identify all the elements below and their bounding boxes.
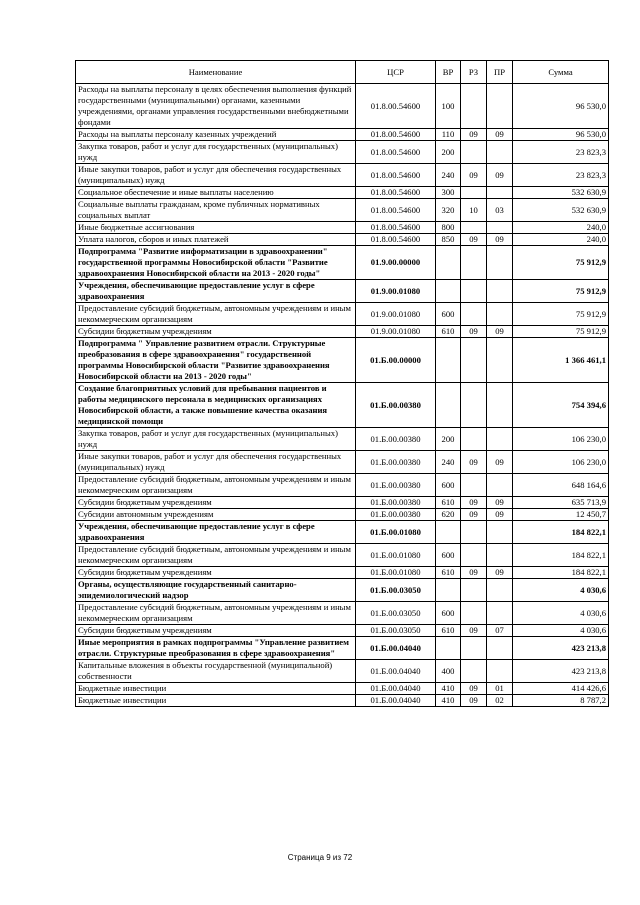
cell-rz	[461, 544, 487, 567]
cell-sum: 4 030,6	[513, 602, 609, 625]
cell-name: Субсидии бюджетным учреждениям	[76, 567, 356, 579]
cell-sum: 23 823,3	[513, 141, 609, 164]
cell-rz: 09	[461, 497, 487, 509]
cell-vr: 400	[436, 660, 461, 683]
cell-sum: 184 822,1	[513, 567, 609, 579]
cell-name: Бюджетные инвестиции	[76, 695, 356, 707]
cell-code: 01.Б.00.01080	[356, 567, 436, 579]
cell-sum: 12 450,7	[513, 509, 609, 521]
cell-vr: 320	[436, 199, 461, 222]
budget-table	[75, 60, 609, 707]
cell-rz: 09	[461, 234, 487, 246]
cell-pr	[487, 280, 513, 303]
cell-code: 01.8.00.54600	[356, 234, 436, 246]
cell-rz: 09	[461, 164, 487, 187]
cell-code: 01.8.00.54600	[356, 199, 436, 222]
cell-pr	[487, 544, 513, 567]
cell-vr	[436, 579, 461, 602]
table-row	[76, 521, 609, 544]
cell-pr	[487, 187, 513, 199]
cell-name: Предоставление субсидий бюджетным, автономным учреждениям и иным некоммерческим организациям	[76, 602, 356, 625]
page-number: Страница 9 из 72	[287, 853, 353, 862]
table-row	[76, 246, 609, 280]
table-row	[76, 637, 609, 660]
cell-pr	[487, 246, 513, 280]
cell-pr: 03	[487, 199, 513, 222]
cell-code: 01.8.00.54600	[356, 187, 436, 199]
cell-rz: 09	[461, 129, 487, 141]
cell-vr: 100	[436, 84, 461, 129]
cell-sum: 754 394,6	[513, 383, 609, 428]
cell-name: Иные бюджетные ассигнования	[76, 222, 356, 234]
cell-sum: 184 822,1	[513, 521, 609, 544]
table-row	[76, 383, 609, 428]
cell-pr	[487, 222, 513, 234]
cell-name: Иные мероприятия в рамках подпрограммы "Управление развитием отрасли. Структурные преобразования в сфере здравоохранения"	[76, 637, 356, 660]
cell-code: 01.Б.00.00000	[356, 338, 436, 383]
cell-code: 01.Б.00.03050	[356, 602, 436, 625]
cell-code: 01.8.00.54600	[356, 222, 436, 234]
cell-code: 01.9.00.01080	[356, 326, 436, 338]
cell-rz	[461, 141, 487, 164]
cell-rz: 10	[461, 199, 487, 222]
cell-sum: 8 787,2	[513, 695, 609, 707]
cell-name: Иные закупки товаров, работ и услуг для обеспечения государственных (муниципальных) нужд	[76, 451, 356, 474]
cell-pr: 09	[487, 164, 513, 187]
cell-vr	[436, 338, 461, 383]
column-header-rz: РЗ	[461, 61, 487, 84]
cell-sum: 414 426,6	[513, 683, 609, 695]
cell-pr	[487, 141, 513, 164]
cell-vr: 240	[436, 451, 461, 474]
cell-code: 01.Б.00.04040	[356, 637, 436, 660]
cell-name: Предоставление субсидий бюджетным, автономным учреждениям и иным некоммерческим организациям	[76, 303, 356, 326]
cell-code: 01.Б.00.04040	[356, 683, 436, 695]
cell-name: Подпрограмма " Управление развитием отрасли. Структурные преобразования в сфере здравоохранения" государственной программы Новосибирской области "Развитие здравоохранения Новосибирской области на 2013 - 2020 годы"	[76, 338, 356, 383]
column-header-vr: ВР	[436, 61, 461, 84]
cell-vr: 850	[436, 234, 461, 246]
cell-vr: 610	[436, 326, 461, 338]
cell-name: Создание благоприятных условий для пребывания пациентов и работы медицинского персонала в медицинских организациях Новосибирской области, а также повышение качества оказания медицинской помощи	[76, 383, 356, 428]
cell-pr: 09	[487, 234, 513, 246]
cell-pr: 09	[487, 326, 513, 338]
column-header-sum: Сумма	[513, 61, 609, 84]
cell-vr	[436, 383, 461, 428]
cell-pr	[487, 474, 513, 497]
cell-rz	[461, 84, 487, 129]
cell-pr	[487, 303, 513, 326]
column-header-pr: ПР	[487, 61, 513, 84]
table-row	[76, 164, 609, 187]
table-row	[76, 338, 609, 383]
cell-sum: 635 713,9	[513, 497, 609, 509]
table-row	[76, 141, 609, 164]
cell-sum: 4 030,6	[513, 579, 609, 602]
cell-rz: 09	[461, 451, 487, 474]
cell-pr	[487, 338, 513, 383]
cell-rz	[461, 602, 487, 625]
table-row	[76, 567, 609, 579]
cell-sum: 240,0	[513, 234, 609, 246]
cell-vr: 600	[436, 303, 461, 326]
cell-code: 01.8.00.54600	[356, 164, 436, 187]
cell-rz	[461, 637, 487, 660]
cell-name: Социальное обеспечение и иные выплаты населению	[76, 187, 356, 199]
cell-rz	[461, 579, 487, 602]
cell-pr: 02	[487, 695, 513, 707]
cell-rz	[461, 521, 487, 544]
cell-code: 01.9.00.01080	[356, 280, 436, 303]
cell-vr: 610	[436, 625, 461, 637]
cell-code: 01.Б.00.00380	[356, 509, 436, 521]
cell-sum: 532 630,9	[513, 187, 609, 199]
cell-sum: 532 630,9	[513, 199, 609, 222]
cell-sum: 4 030,6	[513, 625, 609, 637]
table-row	[76, 602, 609, 625]
column-header-code: ЦСР	[356, 61, 436, 84]
column-header-name: Наименование	[76, 61, 356, 84]
cell-code: 01.Б.00.01080	[356, 521, 436, 544]
cell-code: 01.Б.00.00380	[356, 383, 436, 428]
cell-pr: 07	[487, 625, 513, 637]
cell-name: Предоставление субсидий бюджетным, автономным учреждениям и иным некоммерческим организациям	[76, 544, 356, 567]
cell-name: Бюджетные инвестиции	[76, 683, 356, 695]
cell-code: 01.8.00.54600	[356, 84, 436, 129]
cell-code: 01.Б.00.00380	[356, 428, 436, 451]
cell-vr	[436, 246, 461, 280]
cell-sum: 423 213,8	[513, 660, 609, 683]
table-row	[76, 660, 609, 683]
cell-vr: 110	[436, 129, 461, 141]
table-row	[76, 544, 609, 567]
table-row	[76, 280, 609, 303]
cell-vr: 600	[436, 474, 461, 497]
table-body	[76, 84, 609, 707]
cell-sum: 1 366 461,1	[513, 338, 609, 383]
cell-pr: 09	[487, 129, 513, 141]
cell-name: Капитальные вложения в объекты государственной (муниципальной) собственности	[76, 660, 356, 683]
cell-name: Субсидии бюджетным учреждениям	[76, 497, 356, 509]
cell-rz	[461, 338, 487, 383]
cell-pr	[487, 521, 513, 544]
cell-vr	[436, 637, 461, 660]
cell-code: 01.Б.00.04040	[356, 660, 436, 683]
table-row	[76, 234, 609, 246]
table-row	[76, 84, 609, 129]
cell-code: 01.Б.00.03050	[356, 625, 436, 637]
cell-vr: 800	[436, 222, 461, 234]
cell-vr: 610	[436, 567, 461, 579]
cell-sum: 75 912,9	[513, 246, 609, 280]
table-row	[76, 199, 609, 222]
cell-sum: 184 822,1	[513, 544, 609, 567]
cell-sum: 240,0	[513, 222, 609, 234]
cell-sum: 106 230,0	[513, 428, 609, 451]
cell-rz	[461, 280, 487, 303]
cell-rz: 09	[461, 625, 487, 637]
cell-code: 01.8.00.54600	[356, 129, 436, 141]
table-row	[76, 326, 609, 338]
cell-sum: 75 912,9	[513, 280, 609, 303]
cell-code: 01.8.00.54600	[356, 141, 436, 164]
cell-rz	[461, 187, 487, 199]
cell-name: Уплата налогов, сборов и иных платежей	[76, 234, 356, 246]
cell-vr: 600	[436, 602, 461, 625]
table-row	[76, 303, 609, 326]
cell-pr	[487, 579, 513, 602]
table-row	[76, 509, 609, 521]
cell-rz	[461, 383, 487, 428]
cell-pr	[487, 84, 513, 129]
cell-name: Расходы на выплаты персоналу казенных учреждений	[76, 129, 356, 141]
cell-vr: 200	[436, 428, 461, 451]
cell-rz	[461, 303, 487, 326]
cell-code: 01.Б.00.00380	[356, 474, 436, 497]
table-row	[76, 451, 609, 474]
cell-vr: 610	[436, 497, 461, 509]
cell-pr	[487, 602, 513, 625]
cell-pr: 09	[487, 497, 513, 509]
cell-pr	[487, 660, 513, 683]
cell-rz: 09	[461, 695, 487, 707]
cell-sum: 648 164,6	[513, 474, 609, 497]
cell-sum: 75 912,9	[513, 303, 609, 326]
cell-sum: 96 530,0	[513, 129, 609, 141]
cell-pr: 09	[487, 451, 513, 474]
cell-name: Социальные выплаты гражданам, кроме публичных нормативных социальных выплат	[76, 199, 356, 222]
cell-sum: 75 912,9	[513, 326, 609, 338]
cell-name: Расходы на выплаты персоналу в целях обеспечения выполнения функций государственными (муниципальными) органами, казенными учреждениями, органами управления государственными внебюджетными фондами	[76, 84, 356, 129]
cell-vr: 300	[436, 187, 461, 199]
cell-vr: 620	[436, 509, 461, 521]
cell-rz	[461, 222, 487, 234]
cell-sum: 106 230,0	[513, 451, 609, 474]
cell-rz: 09	[461, 326, 487, 338]
cell-code: 01.Б.00.03050	[356, 579, 436, 602]
cell-pr	[487, 637, 513, 660]
table-row	[76, 695, 609, 707]
table-row	[76, 187, 609, 199]
cell-sum: 23 823,3	[513, 164, 609, 187]
table-header	[76, 61, 609, 84]
cell-code: 01.Б.00.00380	[356, 451, 436, 474]
table-row	[76, 683, 609, 695]
cell-name: Предоставление субсидий бюджетным, автономным учреждениям и иным некоммерческим организациям	[76, 474, 356, 497]
cell-rz: 09	[461, 683, 487, 695]
cell-vr: 600	[436, 544, 461, 567]
cell-name: Подпрограмма "Развитие информатизации в здравоохранении" государственной программы Новосибирской области "Развитие здравоохранения Новосибирской области на 2013 - 2020 годы"	[76, 246, 356, 280]
cell-code: 01.Б.00.04040	[356, 695, 436, 707]
cell-pr	[487, 428, 513, 451]
cell-name: Иные закупки товаров, работ и услуг для обеспечения государственных (муниципальных) нужд	[76, 164, 356, 187]
cell-rz	[461, 428, 487, 451]
table-row	[76, 428, 609, 451]
cell-rz	[461, 474, 487, 497]
table-row	[76, 222, 609, 234]
table-row	[76, 129, 609, 141]
cell-name: Учреждения, обеспечивающие предоставление услуг в сфере здравоохранения	[76, 280, 356, 303]
cell-name: Субсидии бюджетным учреждениям	[76, 625, 356, 637]
cell-rz	[461, 660, 487, 683]
cell-code: 01.Б.00.01080	[356, 544, 436, 567]
cell-name: Закупка товаров, работ и услуг для государственных (муниципальных) нужд	[76, 428, 356, 451]
cell-rz: 09	[461, 567, 487, 579]
table-row	[76, 579, 609, 602]
cell-code: 01.9.00.00000	[356, 246, 436, 280]
cell-name: Учреждения, обеспечивающие предоставление услуг в сфере здравоохранения	[76, 521, 356, 544]
cell-sum: 96 530,0	[513, 84, 609, 129]
cell-pr: 09	[487, 509, 513, 521]
cell-vr	[436, 280, 461, 303]
cell-rz: 09	[461, 509, 487, 521]
table-row	[76, 474, 609, 497]
cell-sum: 423 213,8	[513, 637, 609, 660]
cell-name: Субсидии бюджетным учреждениям	[76, 326, 356, 338]
cell-vr: 200	[436, 141, 461, 164]
table-row	[76, 625, 609, 637]
table-row	[76, 497, 609, 509]
cell-vr: 240	[436, 164, 461, 187]
cell-code: 01.Б.00.00380	[356, 497, 436, 509]
cell-vr: 410	[436, 683, 461, 695]
cell-name: Субсидии автономным учреждениям	[76, 509, 356, 521]
cell-pr	[487, 383, 513, 428]
cell-vr	[436, 521, 461, 544]
cell-name: Закупка товаров, работ и услуг для государственных (муниципальных) нужд	[76, 141, 356, 164]
cell-code: 01.9.00.01080	[356, 303, 436, 326]
cell-pr: 01	[487, 683, 513, 695]
cell-rz	[461, 246, 487, 280]
cell-name: Органы, осуществляющие государственный санитарно-эпидемиологический надзор	[76, 579, 356, 602]
cell-pr: 09	[487, 567, 513, 579]
cell-vr: 410	[436, 695, 461, 707]
